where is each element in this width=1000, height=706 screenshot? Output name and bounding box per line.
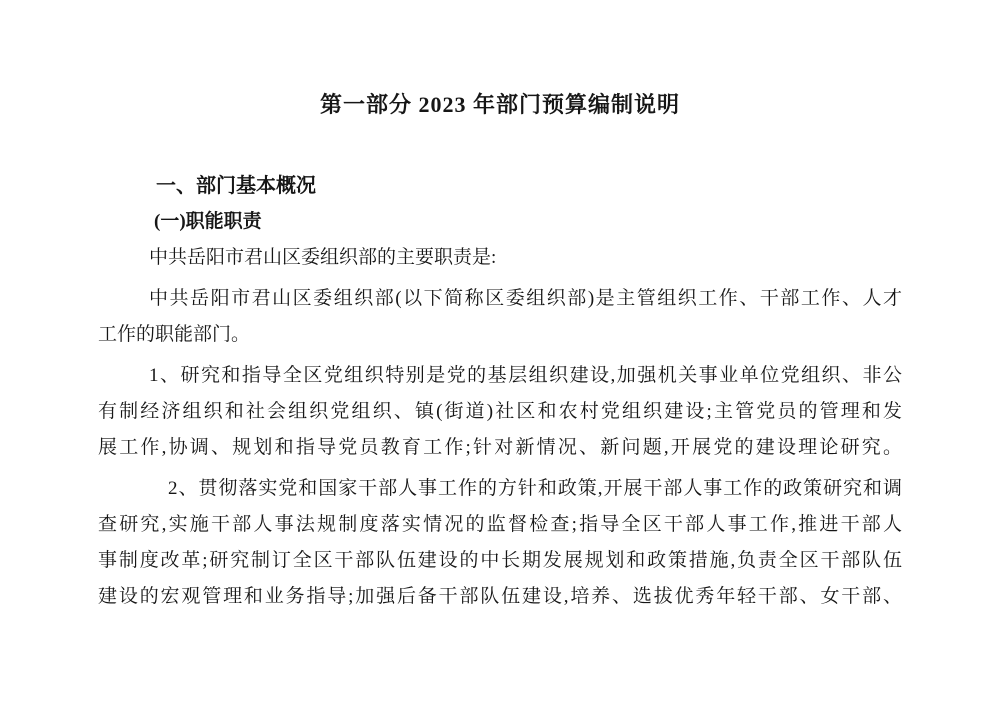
paragraph-line: 2、贯彻落实党和国家干部人事工作的方针和政策,开展干部人事工作的政策研究和调 xyxy=(168,478,902,499)
subsection-heading: (一)职能职责 xyxy=(154,211,262,232)
document-body xyxy=(98,168,902,615)
paragraph-line: 1、研究和指导全区党组织特别是党的基层组织建设,加强机关事业单位党组织、非公 xyxy=(149,365,902,386)
paragraph-line: 展工作,协调、规划和指导党员教育工作;针对新情况、新问题,开展党的建设理论研究。 xyxy=(98,437,902,458)
paragraph-line: 事制度改革;研究制订全区干部队伍建设的中长期发展规划和政策措施,负责全区干部队伍 xyxy=(98,550,902,571)
paragraph-line: 建设的宏观管理和业务指导;加强后备干部队伍建设,培养、选拔优秀年轻干部、女干部、 xyxy=(98,586,902,607)
paragraph-line: 工作的职能部门。 xyxy=(98,324,251,345)
paragraph-line: 中共岳阳市君山区委组织部(以下简称区委组织部)是主管组织工作、干部工作、人才 xyxy=(149,288,902,309)
paragraph-line: 中共岳阳市君山区委组织部的主要职责是: xyxy=(149,247,497,268)
paragraph-line: 有制经济组织和社会组织党组织、镇(街道)社区和农村党组织建设;主管党员的管理和发 xyxy=(98,401,902,422)
page-title: 第一部分 2023 年部门预算编制说明 xyxy=(319,92,680,117)
paragraph-line: 查研究,实施干部人事法规制度落实情况的监督检查;指导全区干部人事工作,推进干部人 xyxy=(98,514,902,535)
section-heading: 一、部门基本概况 xyxy=(156,175,316,197)
